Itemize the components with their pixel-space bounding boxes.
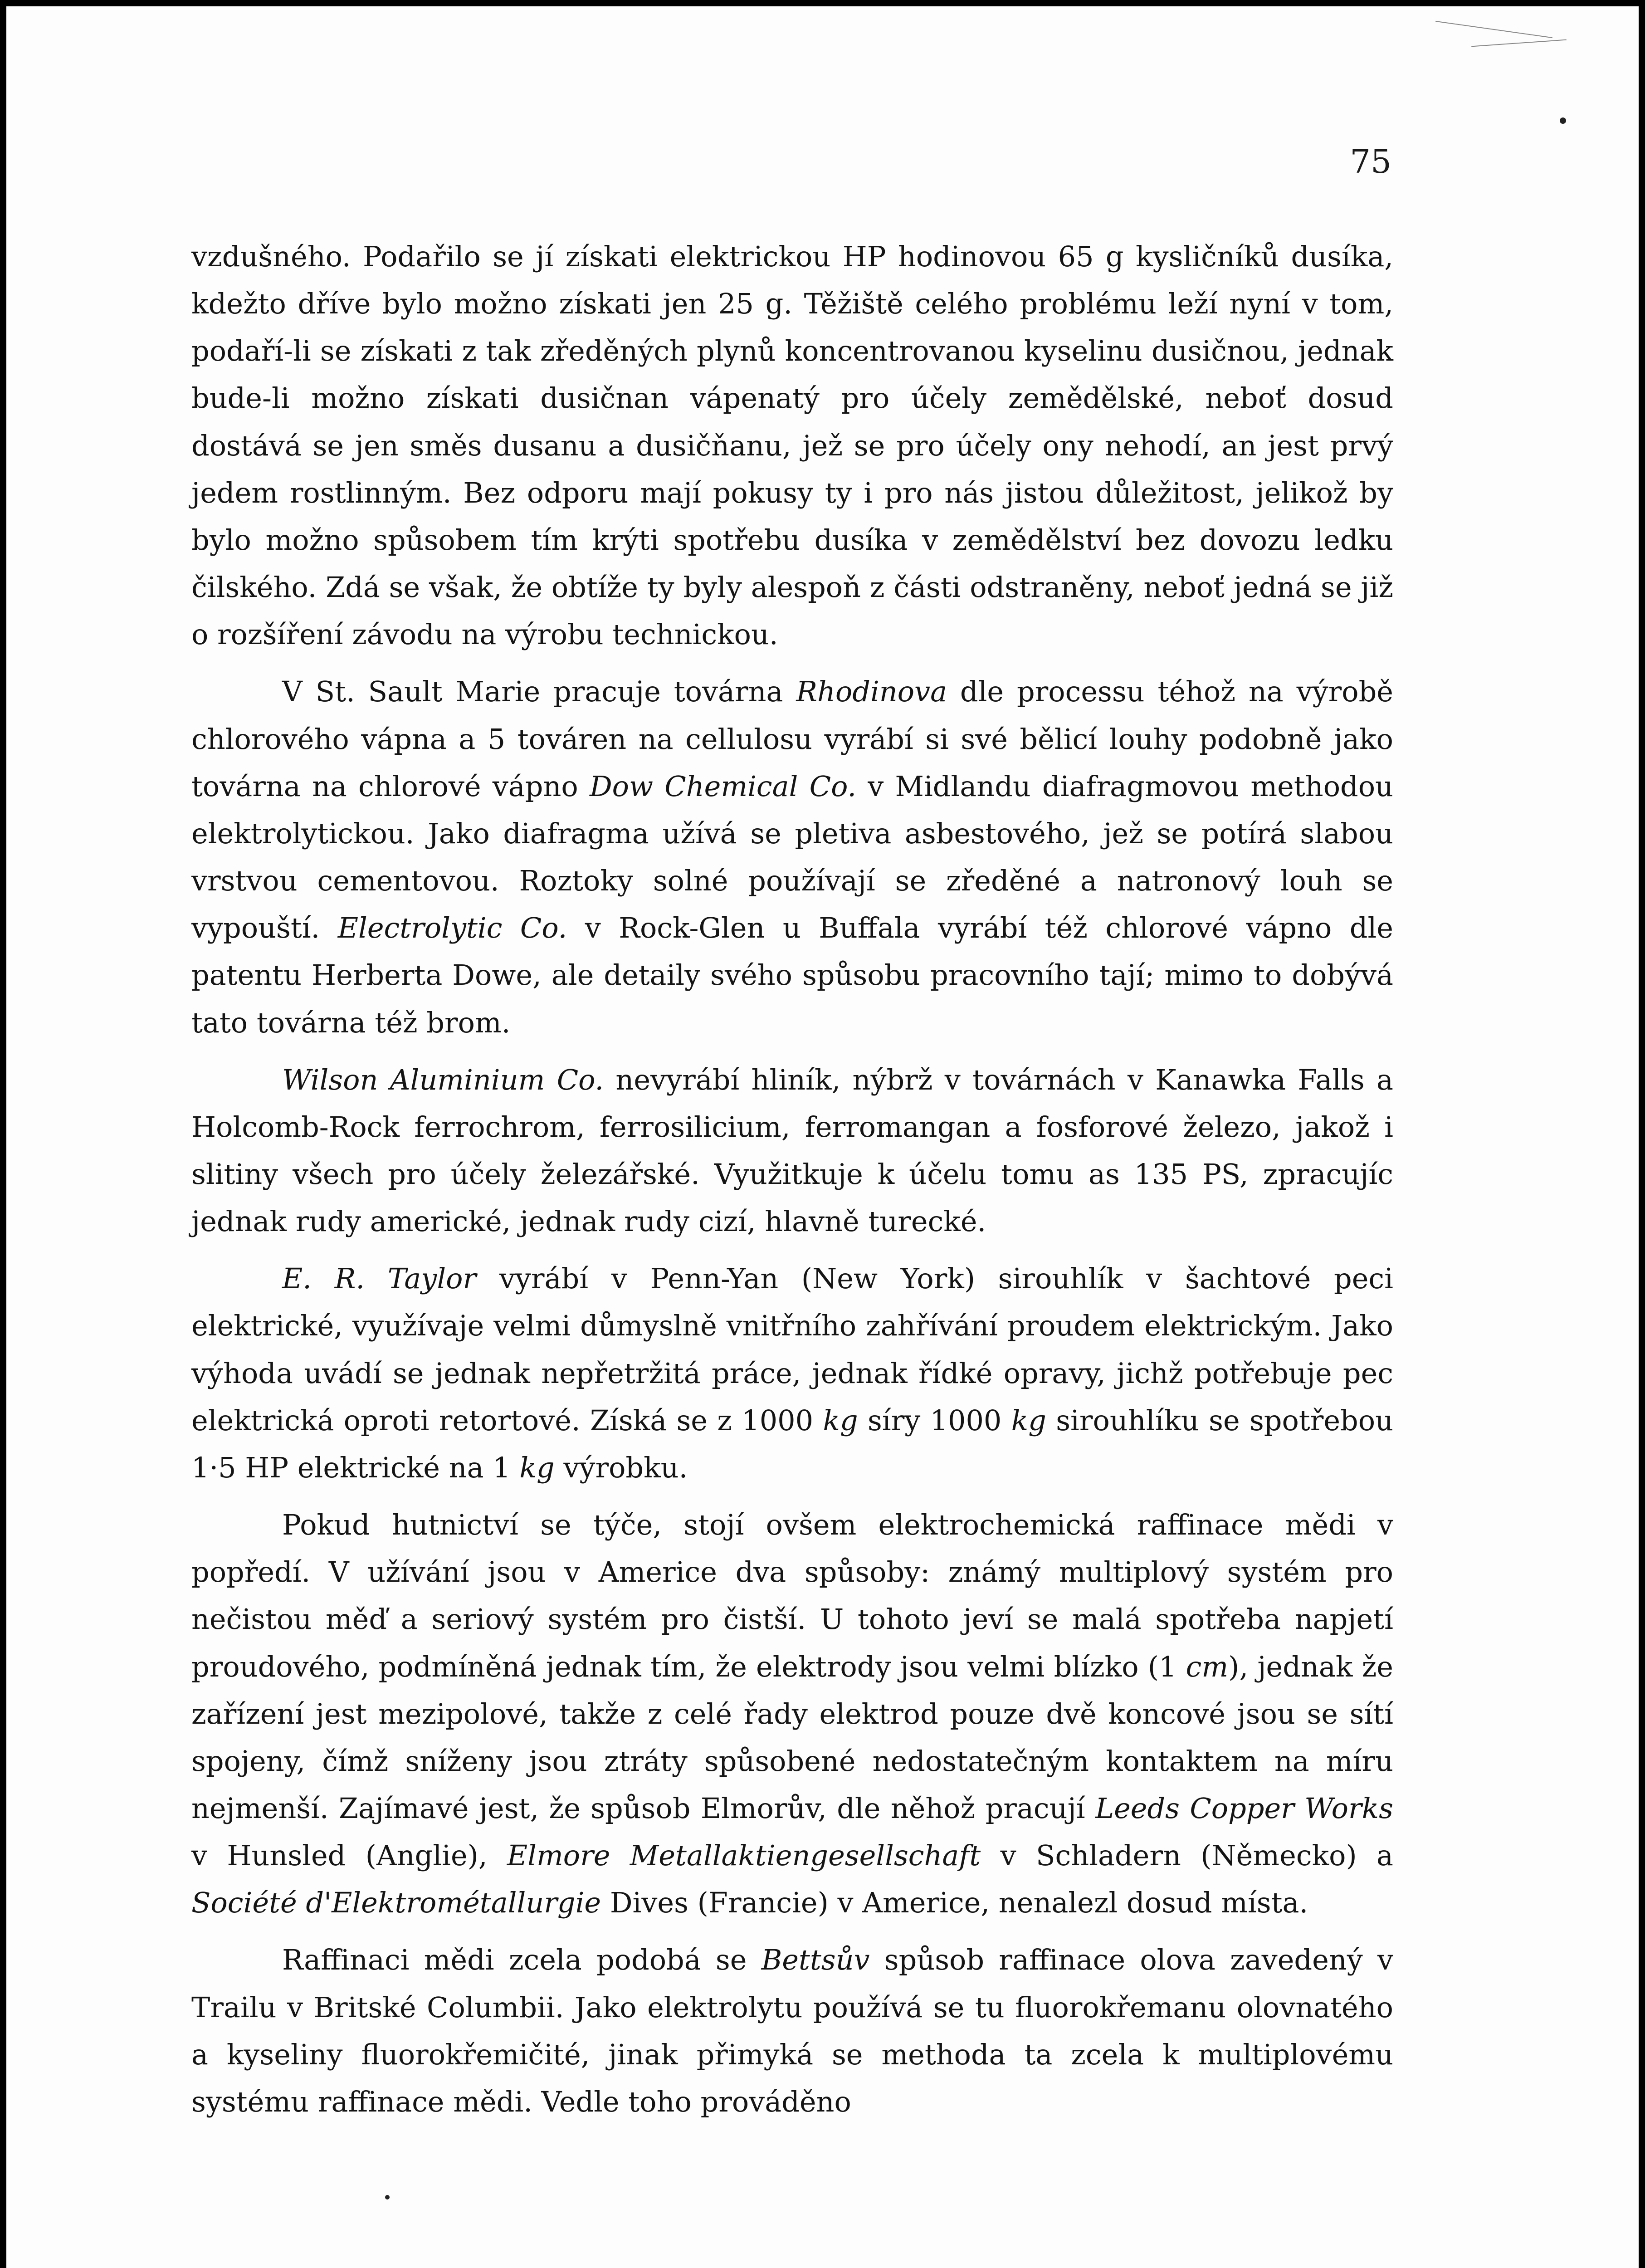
company-name: Electrolytic Co.: [337, 911, 567, 945]
page-number: 75: [1350, 142, 1391, 181]
unit: kg: [1011, 1403, 1046, 1437]
company-name: Rhodinova: [796, 675, 947, 709]
scan-speck: [385, 2195, 390, 2200]
unit: cm: [1186, 1650, 1229, 1683]
paragraph: Wilson Aluminium Co. nevyrábí hliník, nýbrž v továrnách v Kanawka Falls a Holcomb-Rock ferrochrom, ferrosilicium, ferromangan a fosforové železo, jakož i slitiny všech pro účely železářské. Využitkuje k účelu tomu as 135 PS, zpracujíc jednak rudy americké, jednak rudy cizí, hlavně turecké.: [191, 1063, 1393, 1238]
body-text: [191, 233, 1393, 2136]
paragraph: Pokud hutnictví se týče, stojí ovšem elektrochemická raffinace mědi v popředí. V užívání jsou v Americe dva spůsoby: známý multiplový systém pro nečistou měď a seriový systém pro čistší. U tohoto jeví se malá spotřeba napjetí proudového, podmíněná jednak tím, že elektrody jsou velmi blízko (1 cm), jednak že zařízení jest mezipolové, takže z celé řady elektrod pouze dvě koncové jsou se sítí spojeny, čímž sníženy jsou ztráty spůsobené nedostatečným kontaktem na míru nejmenší. Zajímavé jest, že spůsob Elmorův, dle něhož pracují Leeds Copper Works v Hunsled (Anglie), Elmore Metallaktiengesellschaft v Schladern (Německo) a Société d'Elektrométallurgie Dives (Francie) v Americe, nenalezl dosud místa.: [191, 1508, 1393, 1920]
scan-edge-mark: [1471, 39, 1567, 47]
company-name: Leeds Copper Works: [1095, 1792, 1393, 1825]
paragraph: V St. Sault Marie pracuje továrna Rhodinova dle processu téhož na výrobě chlorového vápna a 5 továren na cellulosu vyrábí si své bělicí louhy podobně jako továrna na chlorové vápno Dow Chemical Co. v Midlandu diafragmovou methodou elektrolytickou. Jako diafragma užívá se pletiva asbestového, jež se potírá slabou vrstvou cementovou. Roztoky solné používají se zředěné a natronový louh se vypouští. Electrolytic Co. v Rock-Glen u Buffala vyrábí též chlorové vápno dle patentu Herberta Dowe, ale detaily svého spůsobu pracovního tají; mimo to dobývá tato továrna též brom.: [191, 675, 1393, 1039]
person-name: E. R. Taylor: [282, 1262, 477, 1295]
company-name: Elmore Metallaktiengesellschaft: [507, 1839, 981, 1872]
paragraph: vzdušného. Podařilo se jí získati elektrickou HP hodinovou 65 g kysličníků dusíka, kdežto dříve bylo možno získati jen 25 g. Těžiště celého problému leží nyní v tom, podaří-li se získati z tak zředěných plynů koncentrovanou kyselinu dusičnou, jednak bude-li možno získati dusičnan vápenatý pro účely zemědělské, neboť dosud dostává se jen směs dusanu a dusičňanu, jež se pro účely ony nehodí, an jest prvý jedem rostlinným. Bez odporu mají pokusy ty i pro nás jistou důležitost, jelikož by bylo možno spůsobem tím krýti spotřebu dusíka v zemědělství bez dovozu ledku čilského. Zdá se však, že obtíže ty byly alespoň z části odstraněny, neboť jedná se již o rozšíření závodu na výrobu technickou.: [191, 240, 1393, 651]
unit: kg: [519, 1451, 555, 1484]
book-page: [6, 6, 1639, 2268]
paragraph: Raffinaci mědi zcela podobá se Bettsův spůsob raffinace olova zavedený v Trailu v Britské Columbii. Jako elektrolytu používá se tu fluorokřemanu olovnatého a kyseliny fluorokřemičité, jinak přimyká se methoda ta zcela k multiplovému systému raffinace mědi. Vedle toho prováděno: [191, 1943, 1394, 2118]
scan-speck: [1560, 117, 1566, 124]
scan-edge-mark: [1435, 21, 1552, 38]
company-name: Wilson Aluminium Co.: [282, 1063, 604, 1096]
paragraph: E. R. Taylor vyrábí v Penn-Yan (New York) sirouhlík v šachtové peci elektrické, využívaje velmi důmyslně vnitřního zahřívání proudem elektrickým. Jako výhoda uvádí se jednak nepřetržitá práce, jednak řídké opravy, jichž potřebuje pec elektrická oproti retortové. Získá se z 1000 kg síry 1000 kg sirouhlíku se spotřebou 1·5 HP elektrické na 1 kg výrobku.: [191, 1262, 1393, 1484]
company-name: Société d'Elektrométallurgie: [191, 1886, 601, 1920]
company-name: Dow Chemical Co.: [589, 769, 857, 803]
unit: kg: [823, 1403, 858, 1437]
person-name: Bettsův: [761, 1943, 870, 1977]
